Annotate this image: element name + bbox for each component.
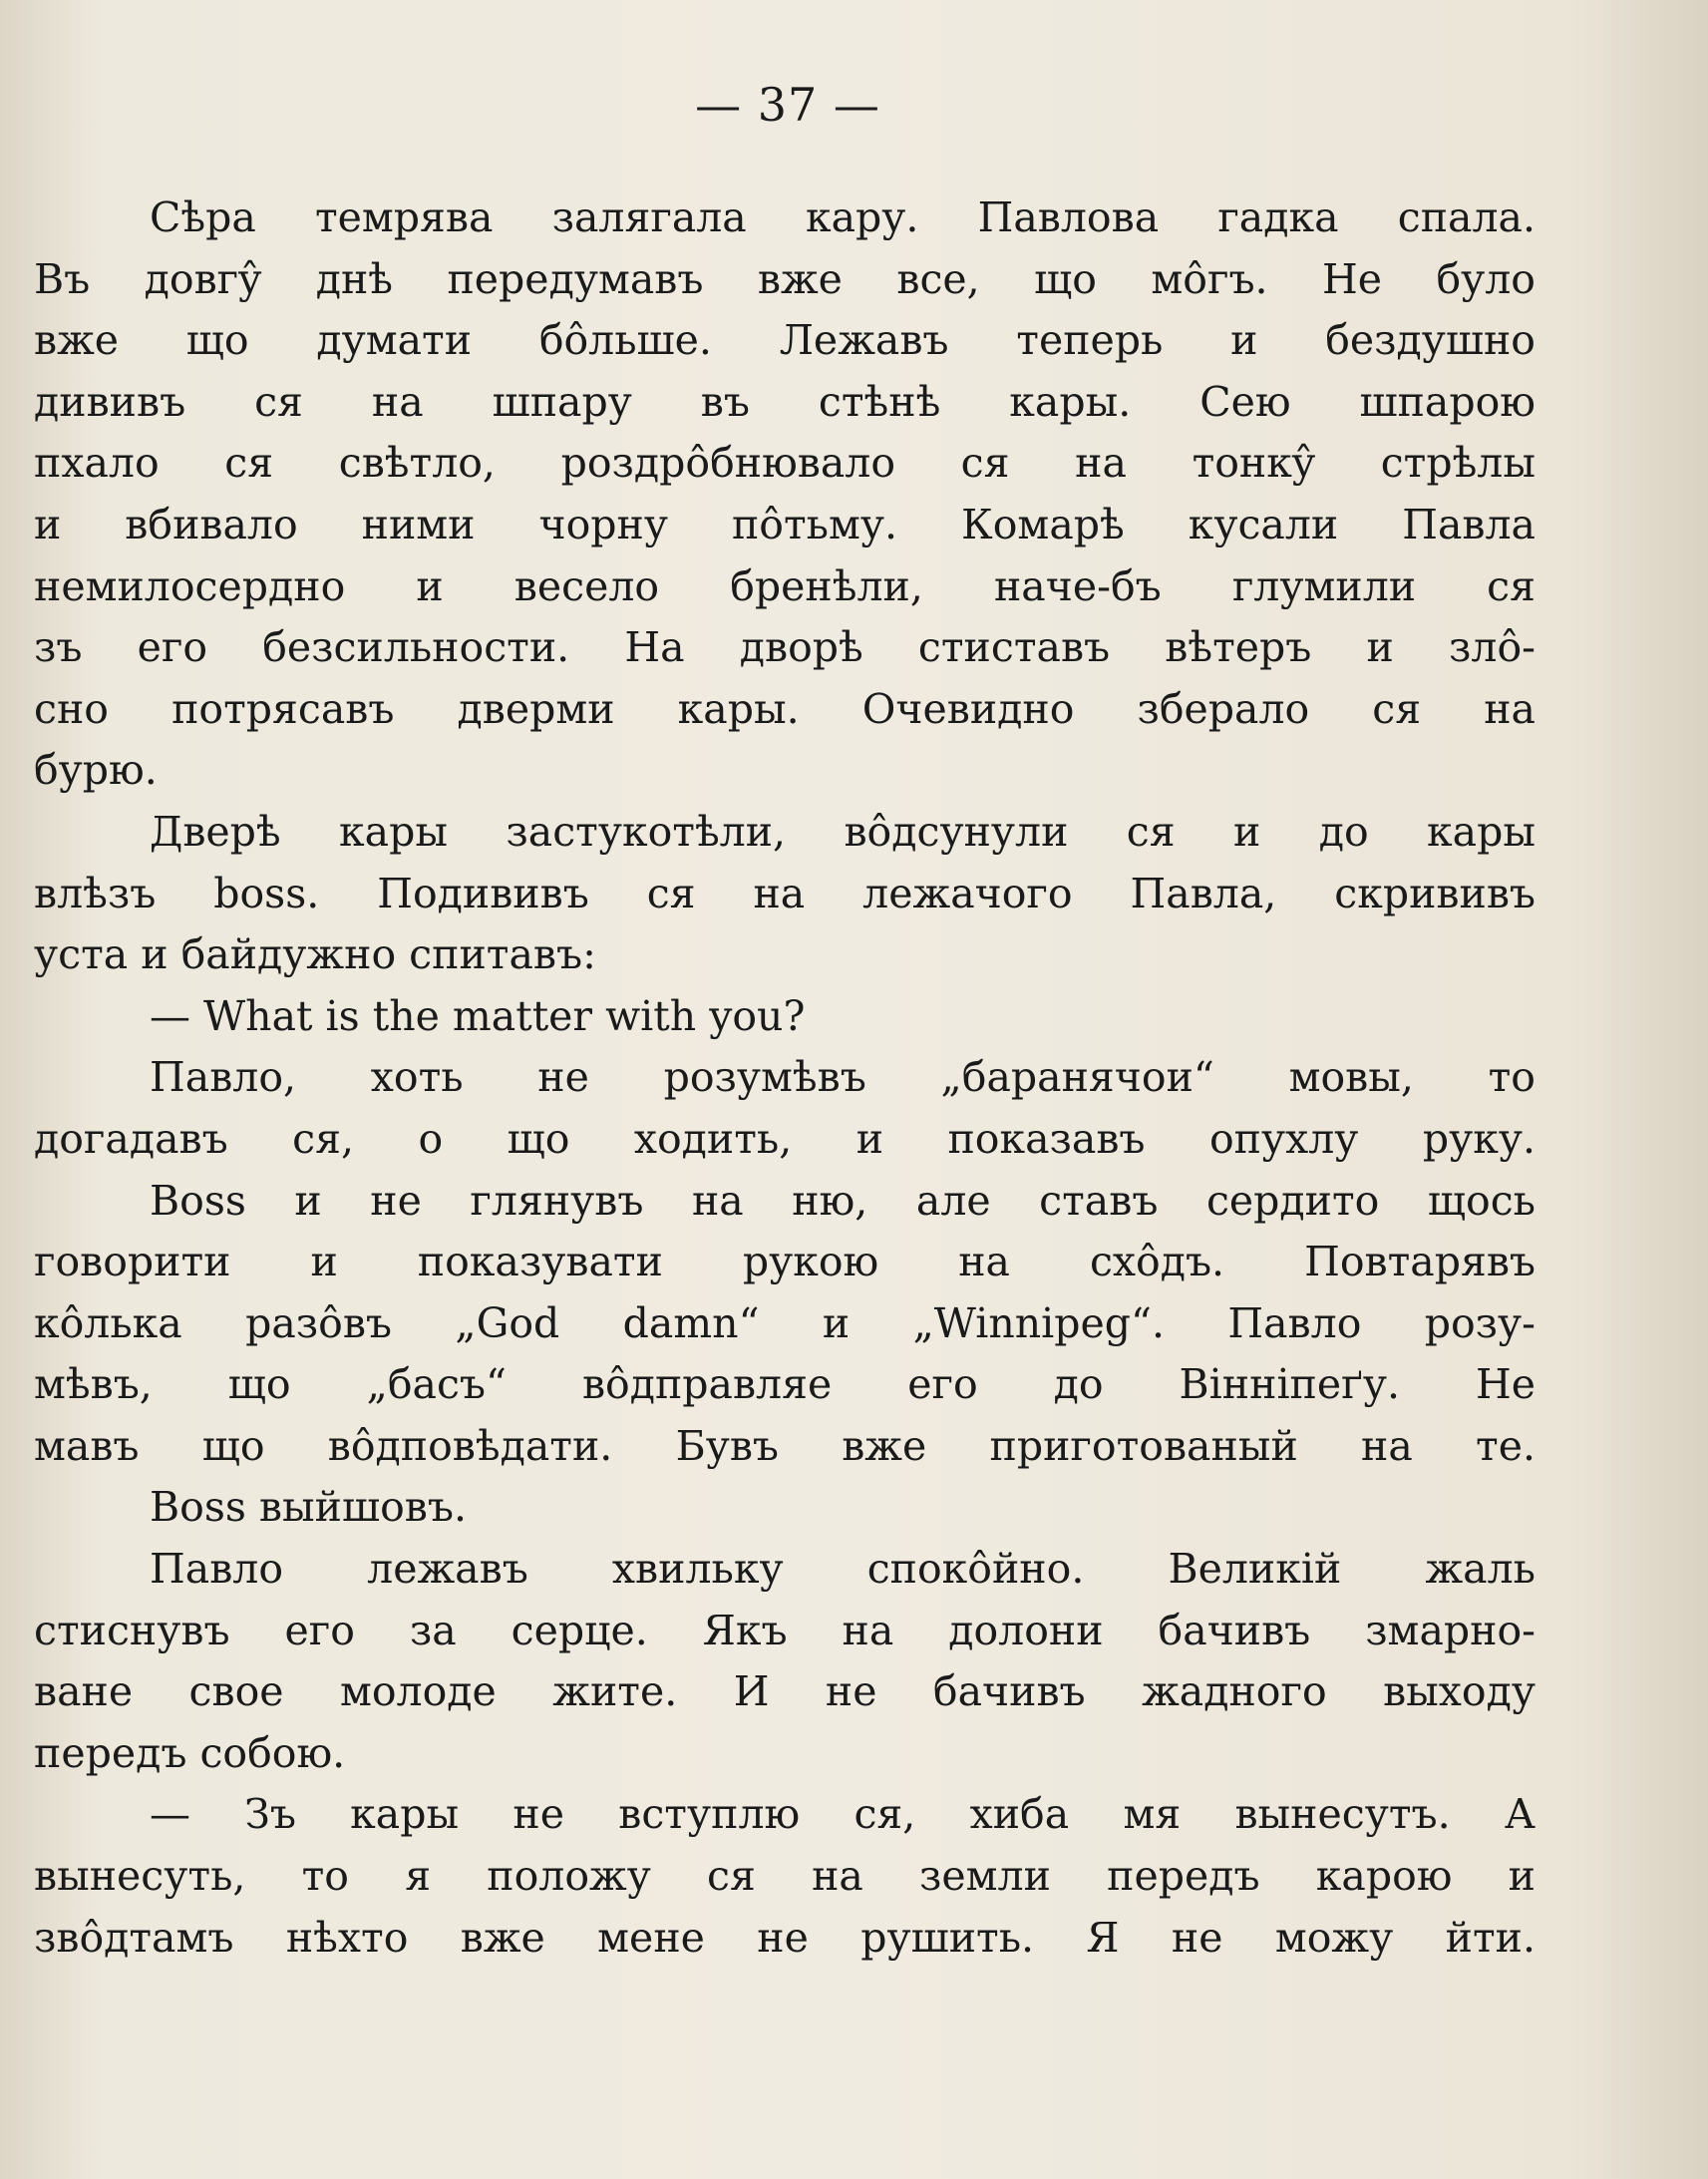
text-line: немилосердно и весело бренѣли, наче-бъ глумили ся [34, 561, 1536, 610]
text-line: звôдтамъ нѣхто вже мене не рушить. Я не можу йти. [34, 1913, 1536, 1962]
text-line: кôлька разôвъ „God damn“ и „Winnipeg“. Павло розу- [34, 1298, 1536, 1347]
text-line: — Зъ кары не вступлю ся, хиба мя вынесутъ. А [150, 1790, 1536, 1839]
text-line: Въ довгŷ днѣ передумавъ вже все, що мôгъ. Не було [34, 254, 1536, 303]
text-line: Павло, хоть не розумѣвъ „баранячои“ мовы, то [150, 1053, 1536, 1102]
text-line: стиснувъ его за серце. Якъ на долони бачивъ змарно- [34, 1606, 1536, 1654]
body-text [34, 187, 1536, 1969]
text-line: передъ собою. [34, 1728, 346, 1777]
text-line: Павло лежавъ хвильку спокôйно. Великій жаль [150, 1545, 1536, 1594]
text-line: мавъ що вôдповѣдати. Бувъ вже приготованый на те. [34, 1421, 1536, 1470]
text-line: Boss выйшовъ. [150, 1483, 467, 1532]
text-line: сно потрясавъ дверми кары. Очевидно зберало ся на [34, 684, 1536, 733]
page-number: — 37 — [695, 78, 880, 132]
text-line: вынесуть, то я положу ся на земли передъ карою и [34, 1852, 1536, 1901]
text-line: Дверѣ кары застукотѣли, вôдсунули ся и до кары [150, 807, 1536, 856]
text-line: вже що думати бôльше. Лежавъ теперь и бездушно [34, 316, 1536, 365]
text-line: Сѣра темрява залягала кару. Павлова гадка спала. [150, 193, 1536, 241]
text-line: ване свое молоде жите. И не бачивъ жадного выходу [34, 1667, 1536, 1716]
text-line: уста и байдужно спитавъ: [34, 930, 596, 979]
text-line: бурю. [34, 746, 158, 795]
text-line: говорити и показувати рукою на схôдъ. Повтарявъ [34, 1238, 1536, 1286]
text-line: — What is the matter with you? [150, 991, 806, 1040]
text-line: пхало ся свѣтло, роздрôбнювало ся на тонкŷ стрѣлы [34, 439, 1536, 488]
text-line: мѣвъ, що „басъ“ вôдправляе его до Вінніпеґу. Не [34, 1360, 1536, 1409]
text-line: влѣзъ boss. Подививъ ся на лежачого Павла, скрививъ [34, 869, 1536, 917]
text-line: догадавъ ся, о що ходить, и показавъ опухлу руку. [34, 1114, 1536, 1163]
text-line: зъ его безсильности. На дворѣ стиставъ вѣтеръ и злô- [34, 623, 1536, 672]
text-line: Boss и не глянувъ на ню, але ставъ сердито щось [150, 1176, 1536, 1225]
text-line: дививъ ся на шпару въ стѣнѣ кары. Сею шпарою [34, 377, 1536, 426]
text-line: и вбивало ними чорну пôтьму. Комарѣ кусали Павла [34, 500, 1536, 548]
